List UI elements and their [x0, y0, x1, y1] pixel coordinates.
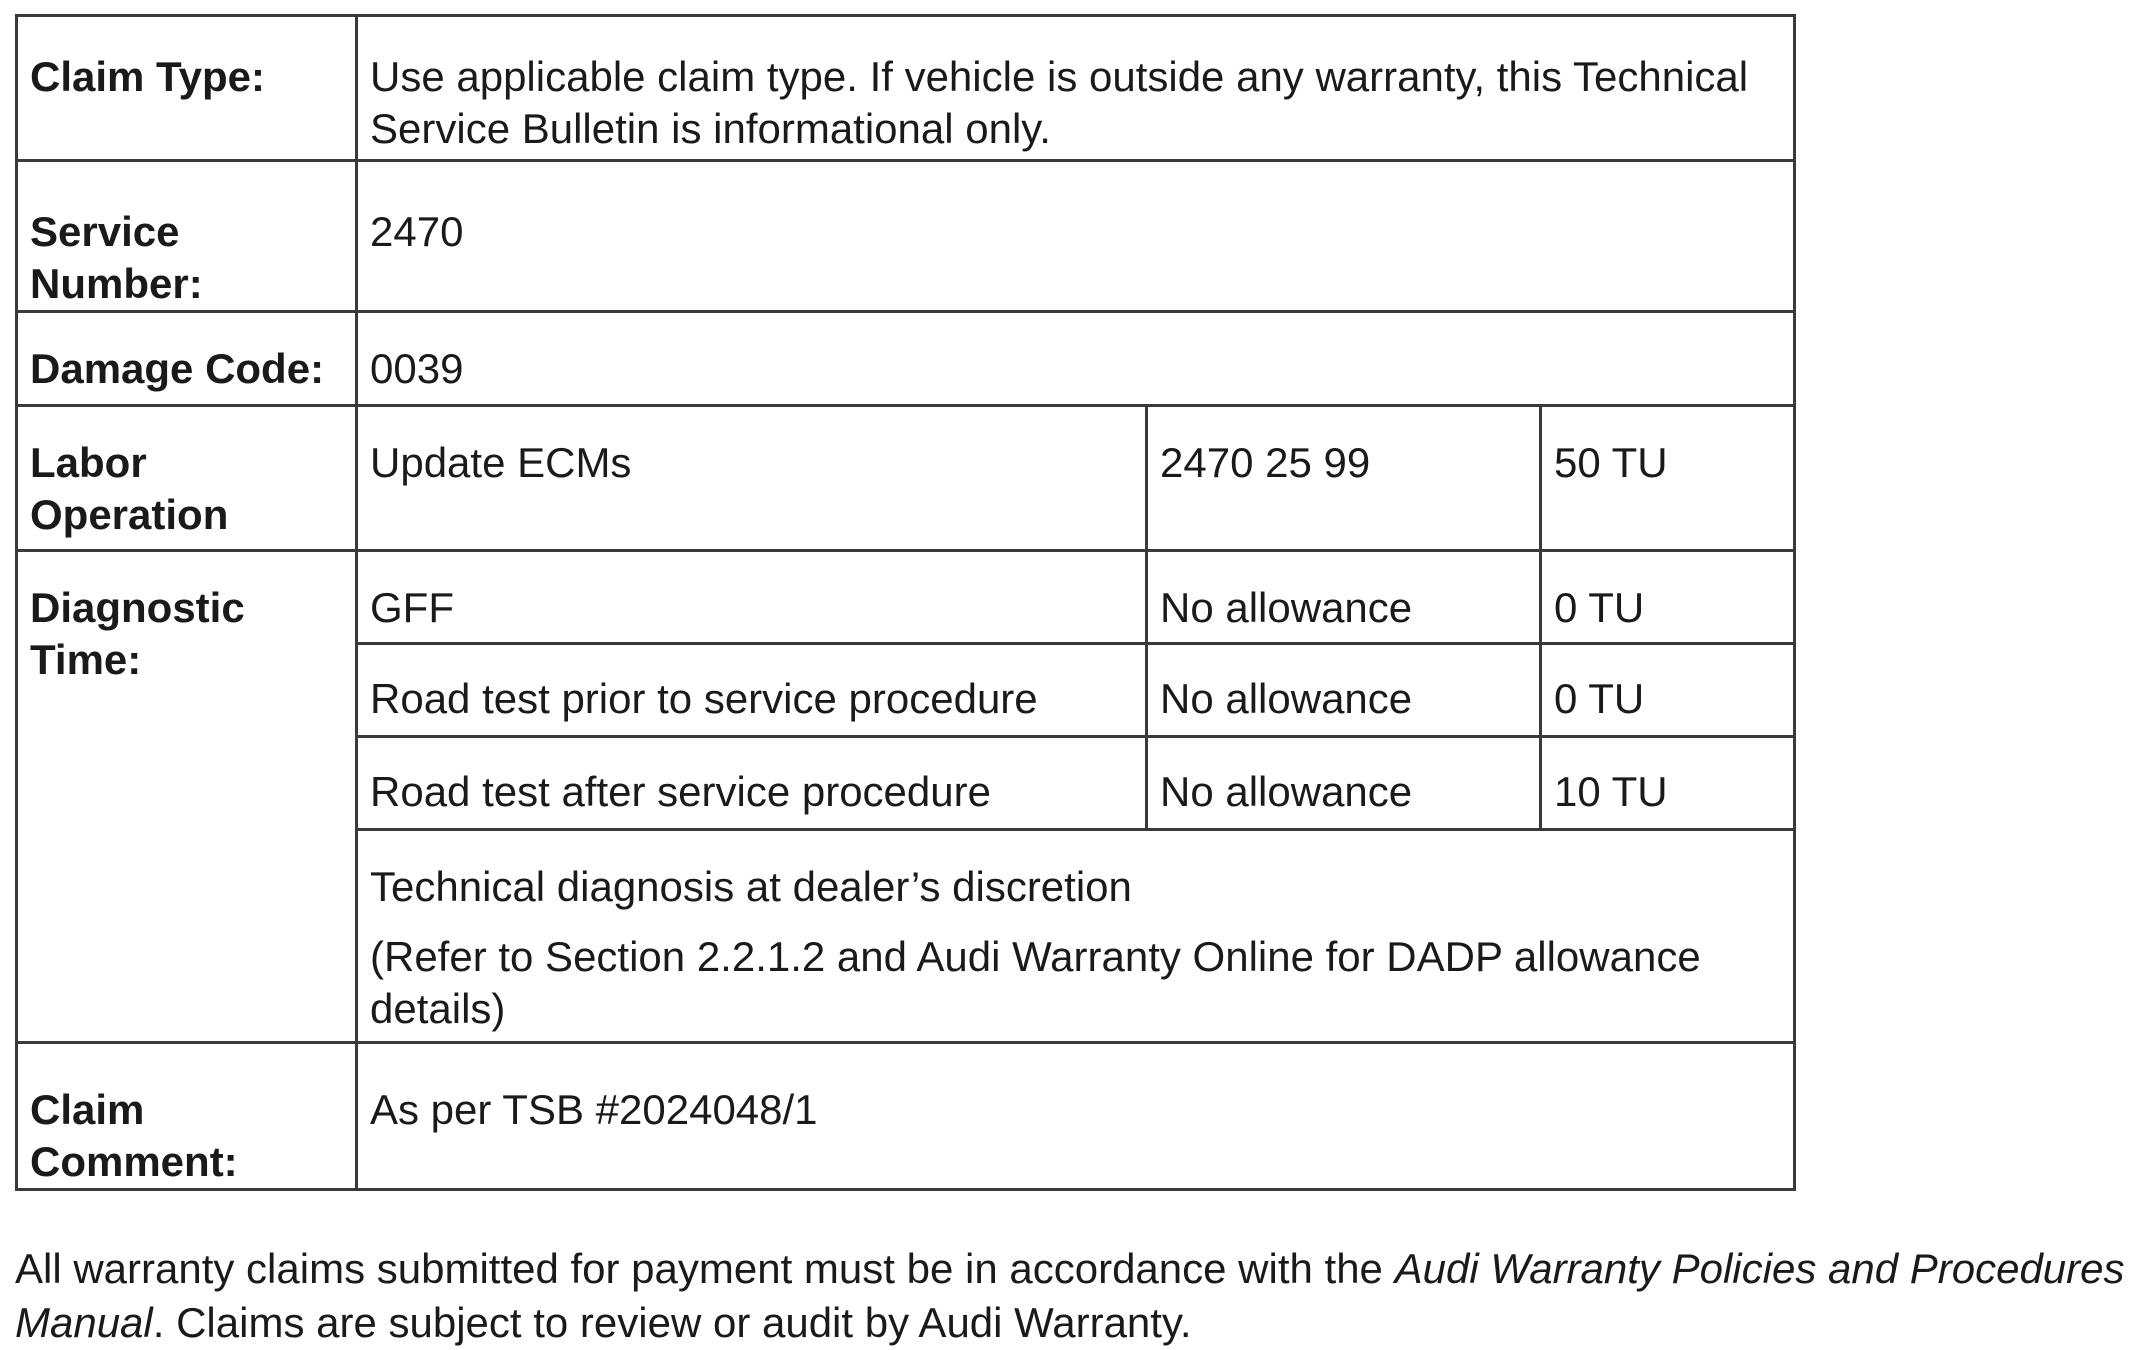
- claim-info-table: [15, 14, 1796, 1191]
- diagnostic-time-label: Diagnostic Time:: [17, 551, 357, 1043]
- labor-operation-row: [17, 406, 1795, 551]
- labor-operation-time: 50 TU: [1541, 406, 1795, 551]
- service-number-value: 2470: [357, 161, 1795, 312]
- claim-comment-label: Claim Comment:: [17, 1043, 357, 1190]
- claim-comment-row: [17, 1043, 1795, 1190]
- diagnostic-time: 0 TU: [1541, 644, 1795, 737]
- claim-type-row: [17, 16, 1795, 161]
- warranty-manual-title: Audi Warranty Policies and Procedures Manual: [15, 1245, 2125, 1346]
- claim-comment-value: As per TSB #2024048/1: [357, 1043, 1795, 1190]
- claim-type-value: Use applicable claim type. If vehicle is outside any warranty, this Technical Service Bulletin is informational only.: [357, 16, 1795, 161]
- diagnostic-time: 0 TU: [1541, 551, 1795, 644]
- diagnostic-row: [17, 551, 1795, 644]
- warranty-footer-note: [15, 1242, 2125, 1350]
- damage-code-label: Damage Code:: [17, 312, 357, 406]
- technical-diagnosis-note: Technical diagnosis at dealer’s discretion: [370, 863, 1132, 910]
- labor-operation-description: Update ECMs: [357, 406, 1147, 551]
- service-number-row: [17, 161, 1795, 312]
- diagnostic-time: 10 TU: [1541, 737, 1795, 830]
- technical-diagnosis-cell: [357, 830, 1795, 1043]
- diagnostic-allowance: No allowance: [1147, 551, 1541, 644]
- dadp-reference-note: (Refer to Section 2.2.1.2 and Audi Warranty Online for DADP allowance details): [370, 933, 1701, 1032]
- diagnostic-allowance: No allowance: [1147, 737, 1541, 830]
- diagnostic-description: Road test prior to service procedure: [357, 644, 1147, 737]
- labor-operation-code: 2470 25 99: [1147, 406, 1541, 551]
- service-number-label: Service Number:: [17, 161, 357, 312]
- diagnostic-description: GFF: [357, 551, 1147, 644]
- damage-code-row: [17, 312, 1795, 406]
- diagnostic-description: Road test after service procedure: [357, 737, 1147, 830]
- claim-type-label: Claim Type:: [17, 16, 357, 161]
- damage-code-value: 0039: [357, 312, 1795, 406]
- footer-text-after: . Claims are subject to review or audit by Audi Warranty.: [152, 1299, 1192, 1346]
- diagnostic-allowance: No allowance: [1147, 644, 1541, 737]
- footer-text-before: All warranty claims submitted for payment must be in accordance with the: [15, 1245, 1395, 1292]
- labor-operation-label: Labor Operation: [17, 406, 357, 551]
